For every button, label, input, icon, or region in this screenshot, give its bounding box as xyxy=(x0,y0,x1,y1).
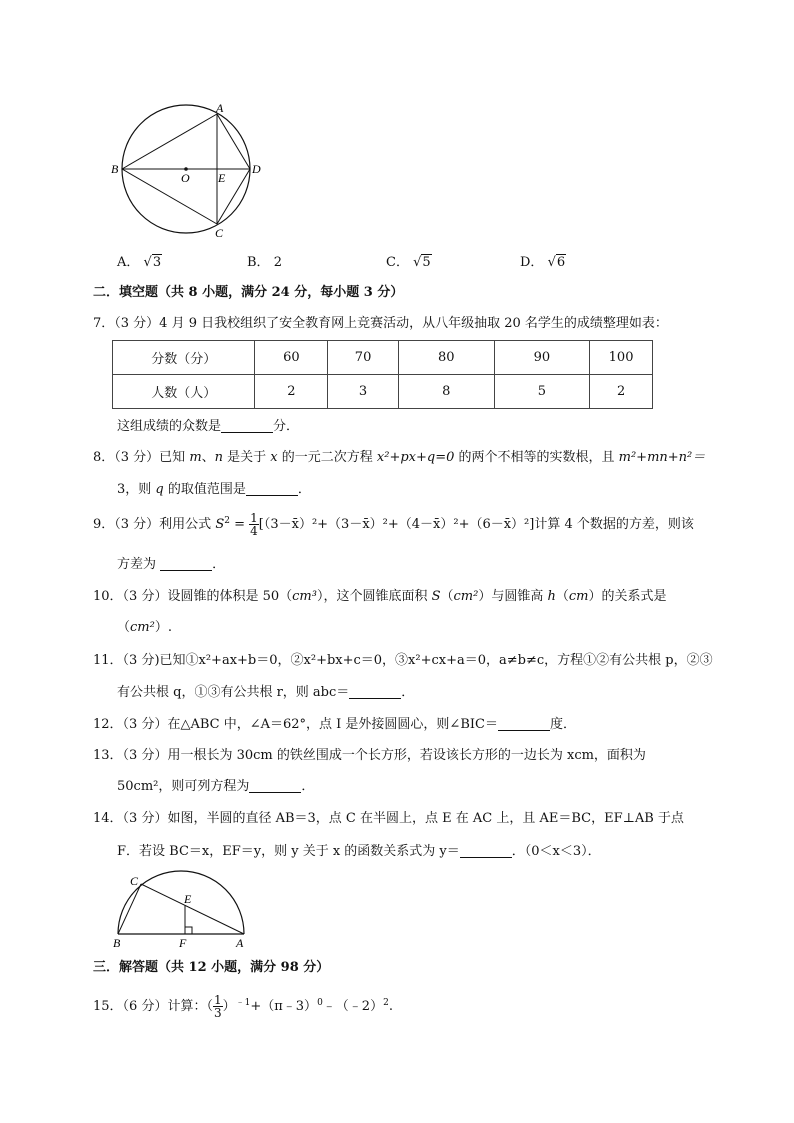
answer-blank[interactable] xyxy=(460,845,512,858)
choice-b[interactable] xyxy=(247,251,282,270)
choice-d[interactable] xyxy=(520,251,566,270)
table-cell: 人数（人） xyxy=(113,375,255,409)
semicircle-figure xyxy=(108,868,258,952)
q15-text: ） xyxy=(222,999,236,1014)
chord-cb xyxy=(118,884,141,934)
answer-blank[interactable] xyxy=(246,483,298,496)
q12-end: 度． xyxy=(549,717,576,732)
label-c: C xyxy=(130,874,139,888)
answer-blank[interactable] xyxy=(498,718,550,731)
table-cell: 2 xyxy=(255,375,328,409)
var-q: q xyxy=(155,482,164,497)
numerator: 1 xyxy=(213,993,222,1007)
q11-line1: 11．（3 分)已知①x²+ax+b＝0，②x²+bx+c＝0，③x²+cx+a＝0，a≠b≠c，方程①②有公共根 p，②③ xyxy=(93,653,713,668)
q9-line2 xyxy=(117,556,225,574)
denominator: 3 xyxy=(213,1006,222,1020)
q9-equals: = xyxy=(229,517,250,532)
q13-line2 xyxy=(117,778,314,796)
q8-text: 8．（3 分）已知 xyxy=(93,450,190,465)
q10-text: ）与圆锥高 xyxy=(478,589,548,604)
score-table xyxy=(112,340,653,409)
q10-text: ）的关系式是 xyxy=(588,589,667,604)
table-cell: 100 xyxy=(590,341,653,375)
q8-text: 是关于 xyxy=(223,450,271,465)
answer-blank[interactable] xyxy=(160,558,212,571)
q10-text: （ xyxy=(440,589,454,604)
q14-text: F．若设 BC＝x，EF＝y，则 y 关于 x 的函数关系式为 y＝ xyxy=(117,844,460,859)
label-a: A xyxy=(216,101,224,115)
choice-d-letter: D． xyxy=(520,255,544,270)
answer-blank[interactable] xyxy=(349,686,401,699)
q8-line2 xyxy=(117,481,311,499)
q7-mode-text: 这组成绩的众数是 xyxy=(117,419,222,434)
q11-line2 xyxy=(117,684,414,702)
unit-cm2: cm² xyxy=(130,620,155,635)
unit-cm2: cm² xyxy=(453,589,479,604)
table-row xyxy=(113,341,653,375)
label-b: B xyxy=(113,936,121,950)
q10-line2 xyxy=(117,619,172,637)
table-cell: 2 xyxy=(590,375,653,409)
q8-equation: x²+px+q=0 xyxy=(376,450,455,465)
segment-ba xyxy=(122,114,217,169)
q15-text: ﹣（﹣2） xyxy=(322,999,384,1014)
label-c: C xyxy=(215,226,224,240)
sqrt-5: √5 xyxy=(413,255,431,270)
answer-blank[interactable] xyxy=(221,420,273,433)
sqrt-6: √6 xyxy=(547,255,566,270)
label-a: A xyxy=(236,936,244,950)
table-cell: 70 xyxy=(328,341,399,375)
choice-b-value: 2 xyxy=(273,255,282,270)
sqrt-3: √3 xyxy=(143,255,162,270)
radicand-5: 5 xyxy=(422,255,431,270)
segment-ad xyxy=(217,114,250,169)
table-cell: 5 xyxy=(494,375,590,409)
choice-c-letter: C． xyxy=(386,255,409,270)
q10-text: ），这个圆锥底面积 xyxy=(316,589,432,604)
q10-text: ）. xyxy=(154,620,172,635)
q10-text: （ xyxy=(555,589,569,604)
q10-line1 xyxy=(93,588,667,606)
q8-text: 的一元二次方程 xyxy=(277,450,377,465)
q9-line1: 9．（3 分）利用公式 $S^2$ = $\frac{1}{4}$ [（3－x̄）²+（3－x̄）²+（4－x̄）²+（6－x̄）²]计算 4 个数据的方差，则该 xyxy=(93,511,694,538)
var-h: h xyxy=(547,589,556,604)
q7-mode-line xyxy=(117,418,299,436)
q8-text: 的取值范围是 xyxy=(163,482,246,497)
q15-text: 15．（6 分）计算：（ xyxy=(93,999,213,1014)
var-n: n xyxy=(214,450,224,465)
table-cell: 90 xyxy=(494,341,590,375)
q8-end: ． xyxy=(297,482,311,497)
q13-end: ． xyxy=(301,779,315,794)
table-cell: 3 xyxy=(328,375,399,409)
q9-text: 方差为 xyxy=(117,557,161,572)
q9-terms: [（3－x̄）²+（3－x̄）²+（4－x̄）²+（6－x̄）²] xyxy=(258,517,535,532)
exponent: 2 xyxy=(383,998,389,1008)
exponent: 0 xyxy=(317,998,323,1008)
choice-a[interactable] xyxy=(117,251,162,270)
q13-text: 50cm²，则可列方程为 xyxy=(117,779,250,794)
label-o: O xyxy=(181,171,190,185)
label-b: B xyxy=(111,162,119,176)
unit-cm3: cm³ xyxy=(292,589,317,604)
q12-line xyxy=(93,716,576,734)
q8-sep: 、 xyxy=(201,450,215,465)
label-e: E xyxy=(184,892,192,906)
choice-a-letter: A． xyxy=(117,255,140,270)
choice-b-letter: B． xyxy=(247,255,270,270)
q7-mode-unit: 分． xyxy=(273,419,300,434)
q11-end: ． xyxy=(401,685,415,700)
table-cell: 分数（分） xyxy=(113,341,255,375)
var-m: m xyxy=(189,450,202,465)
var-x: x xyxy=(270,450,278,465)
q14-end: ．（0＜x＜3）． xyxy=(511,844,601,859)
q15-text: +（π﹣3） xyxy=(250,999,318,1014)
q11-text: 有公共根 q，①③有公共根 r，则 abc＝ xyxy=(117,685,350,700)
q13-line1: 13．（3 分）用一根长为 30cm 的铁丝围成一个长方形，若设该长方形的一边长为 xcm，面积为 xyxy=(93,748,646,763)
var-s: S xyxy=(431,589,441,604)
radicand-3: 3 xyxy=(152,255,162,270)
denominator: 4 xyxy=(250,524,258,538)
q9-text: 计算 4 个数据的方差，则该 xyxy=(534,517,694,532)
q12-text: 12．（3 分）在△ABC 中，∠A＝62°，点 I 是外接圆圆心，则∠BIC＝ xyxy=(93,717,498,732)
q15-end: . xyxy=(388,999,393,1014)
right-angle-mark xyxy=(185,927,192,934)
q8-line1 xyxy=(93,449,705,467)
choice-c[interactable] xyxy=(386,251,432,270)
q10-text: （ xyxy=(117,620,131,635)
table-cell: 60 xyxy=(255,341,328,375)
q8-text: 的两个不相等的实数根，且 xyxy=(454,450,619,465)
q10-text: 10．（3 分）设圆锥的体积是 50（ xyxy=(93,589,293,604)
label-e: E xyxy=(218,171,226,185)
answer-blank[interactable] xyxy=(249,780,301,793)
table-cell: 80 xyxy=(398,341,494,375)
q7-text: 7．（3 分）4 月 9 日我校组织了安全教育网上竞赛活动，从八年级抽取 20 名学生的成绩整理如表： xyxy=(93,316,668,331)
q14-line1: 14．（3 分）如图，半圆的直径 AB＝3，点 C 在半圆上，点 E 在 AC 上，且 AE＝BC，EF⊥AB 于点 xyxy=(93,811,684,826)
unit-cm: cm xyxy=(568,589,589,604)
fraction-one-third xyxy=(213,994,223,1019)
segment-bc xyxy=(122,169,217,224)
section-3-heading: 三．解答题（共 12 小题，满分 98 分） xyxy=(93,960,330,975)
section-2-heading: 二．填空题（共 8 小题，满分 24 分，每小题 3 分） xyxy=(93,285,404,300)
q15-line xyxy=(93,994,393,1019)
numerator: 1 xyxy=(250,511,258,525)
table-row xyxy=(113,375,653,409)
q8-condition: m²+mn+n²＝ xyxy=(618,450,706,465)
label-d: D xyxy=(252,162,261,176)
exponent: ﹣1 xyxy=(235,998,251,1008)
q9-end: ． xyxy=(212,557,226,572)
label-f: F xyxy=(179,936,187,950)
var-s: S xyxy=(215,517,225,532)
radicand-6: 6 xyxy=(556,255,566,270)
circle-figure xyxy=(108,100,268,240)
q9-text: 9．（3 分）利用公式 xyxy=(93,517,216,532)
table-cell: 8 xyxy=(398,375,494,409)
fraction-one-quarter xyxy=(249,512,259,537)
q8-text: 3，则 xyxy=(117,482,156,497)
q14-line2 xyxy=(117,843,601,861)
